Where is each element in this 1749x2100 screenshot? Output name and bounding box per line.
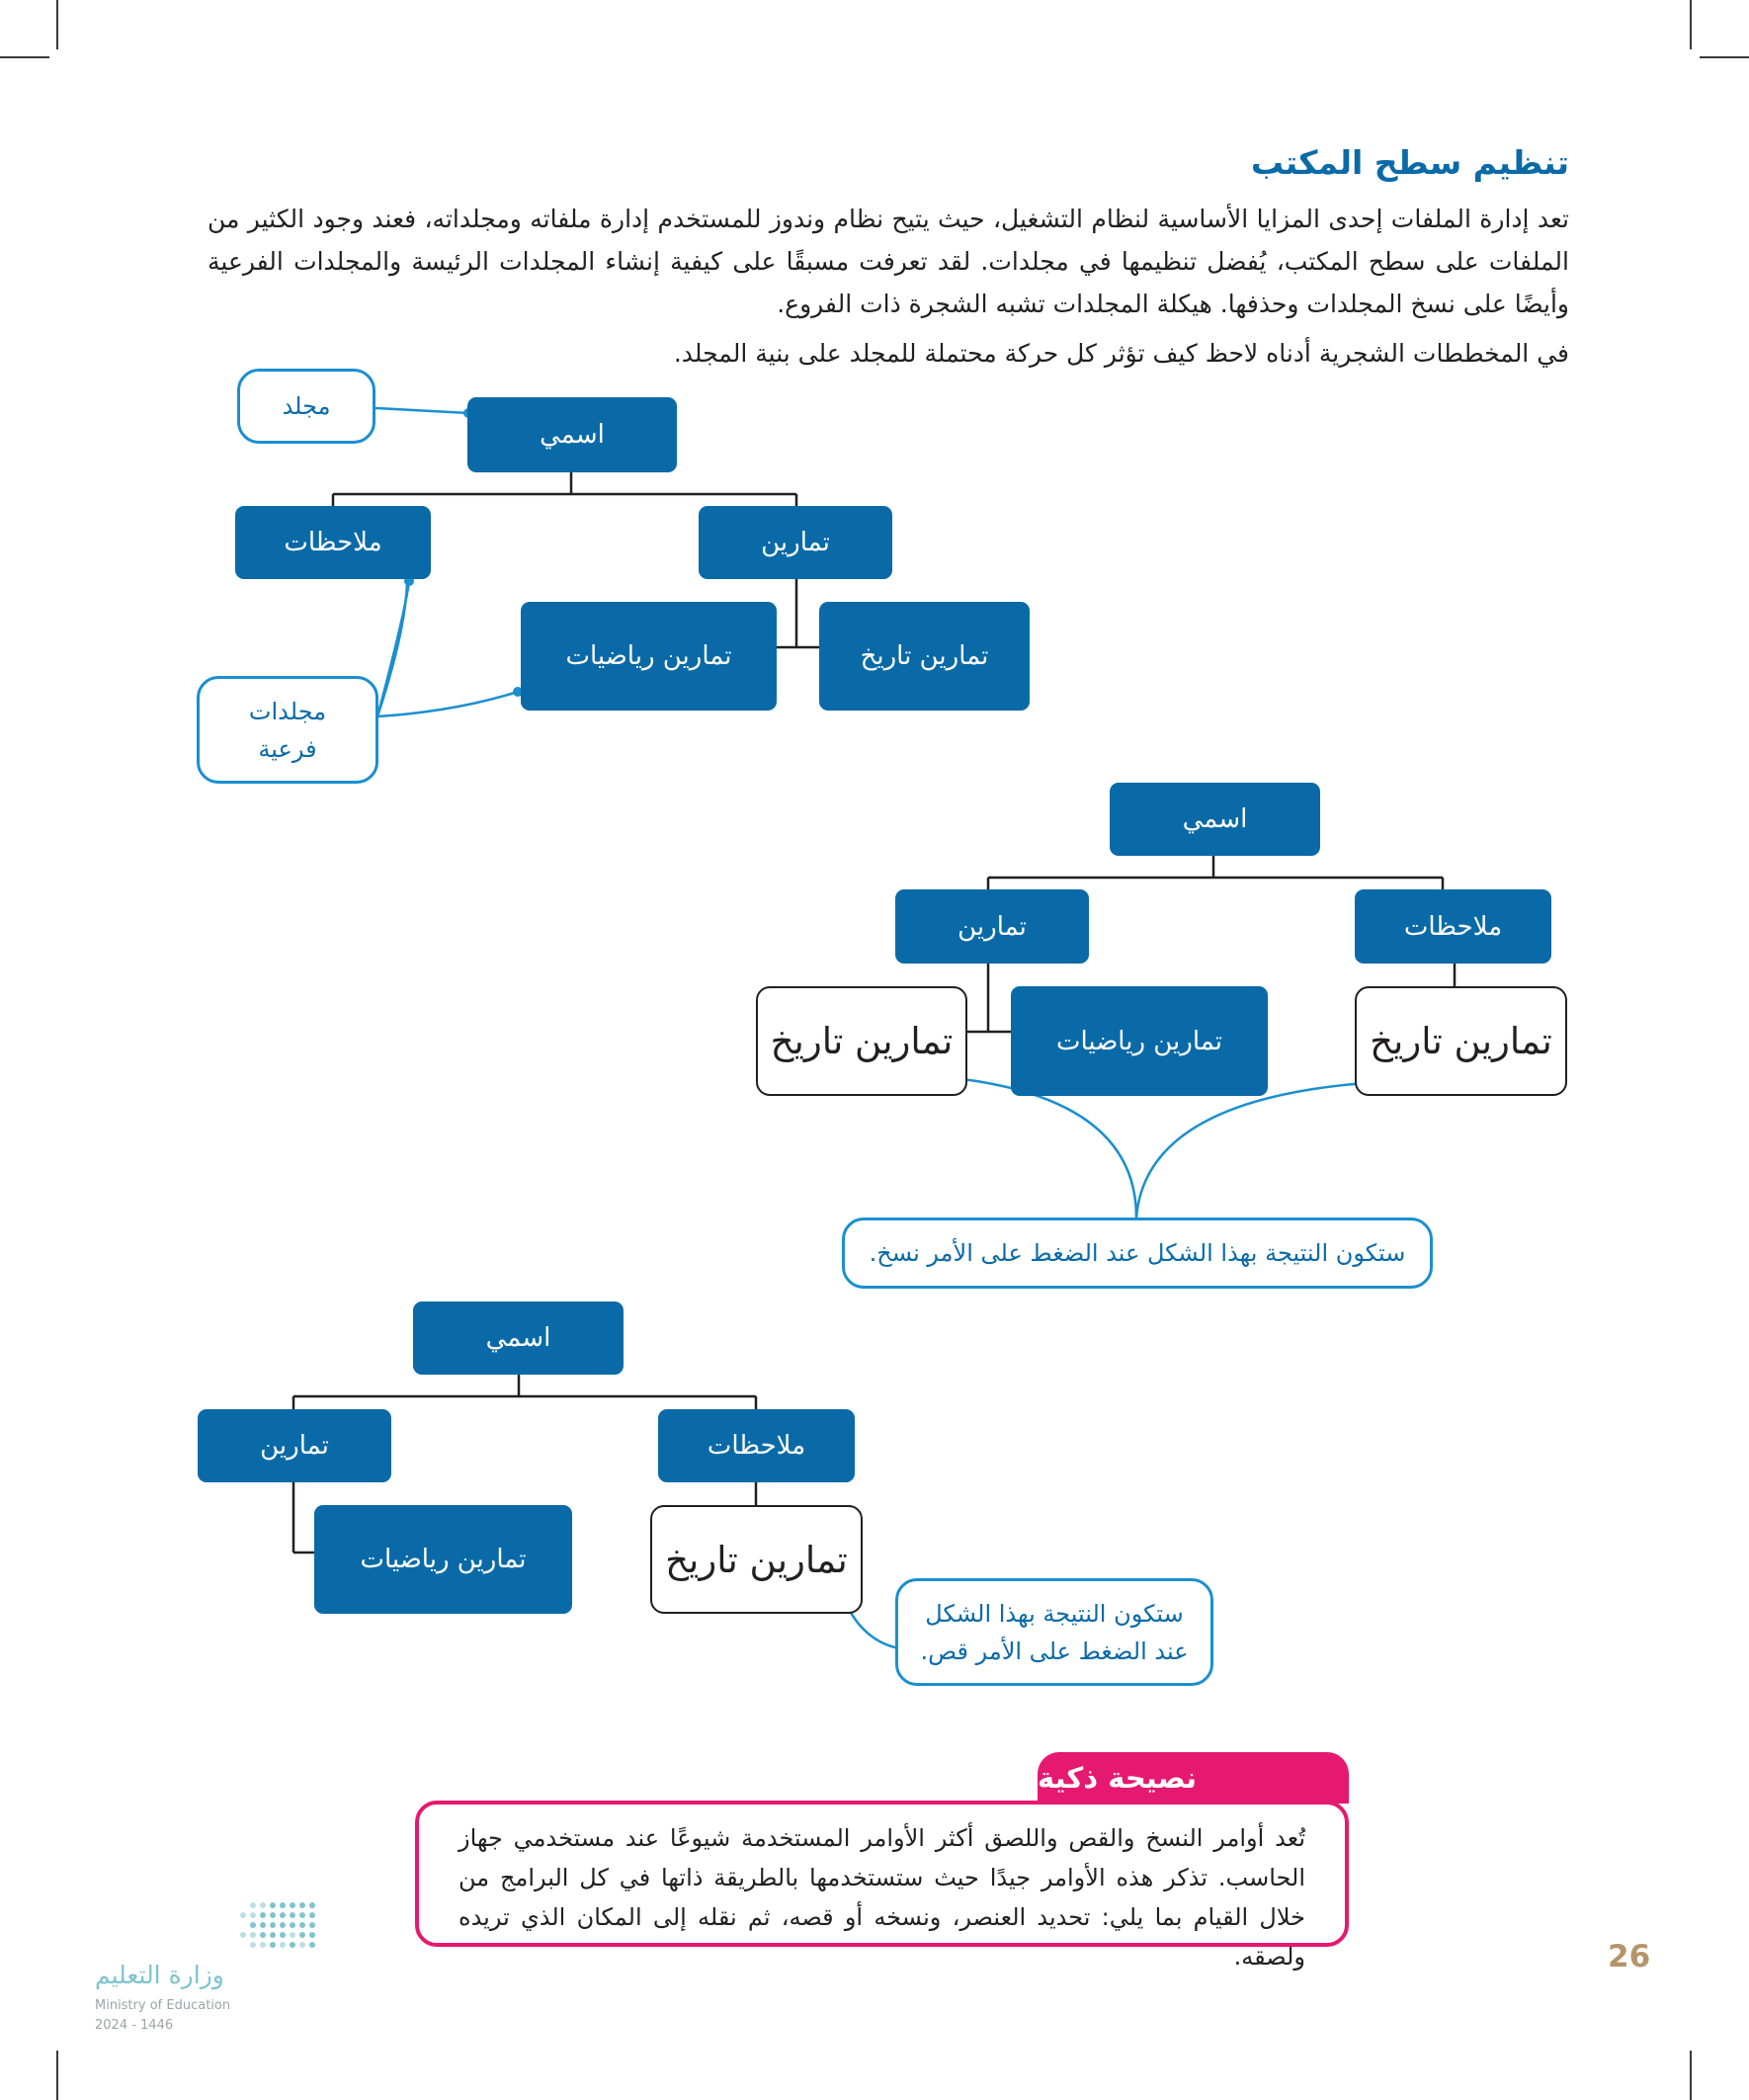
folder-math: تمارين رياضيات <box>1011 986 1268 1096</box>
ministry-name-ar: وزارة التعليم <box>95 1961 224 1989</box>
folder-root: اسمي <box>413 1302 624 1375</box>
folder-history-moved: تمارين تاريخ <box>650 1505 863 1614</box>
folder-root: اسمي <box>467 397 677 472</box>
tip-title: نصيحة ذكية <box>1038 1752 1349 1804</box>
page-title: تنظيم سطح المكتب <box>1250 143 1569 182</box>
ministry-logo <box>95 1895 253 2034</box>
folder-callout: مجلد <box>237 369 375 444</box>
folder-exercises: تمارين <box>198 1409 391 1482</box>
ministry-year: 2024 - 1446 <box>95 2018 174 2033</box>
ministry-name-en: Ministry of Education <box>95 1998 231 2013</box>
folder-history-copied: تمارين تاريخ <box>1355 986 1567 1096</box>
folder-notes: ملاحظات <box>235 506 431 579</box>
folder-notes: ملاحظات <box>658 1409 855 1482</box>
folder-history-copy: تمارين تاريخ <box>756 986 967 1096</box>
page-number: 26 <box>1608 1939 1651 1974</box>
folder-history: تمارين تاريخ <box>819 602 1030 711</box>
folder-notes: ملاحظات <box>1355 889 1551 964</box>
instruction-paragraph: في المخططات الشجرية أدناه لاحظ كيف تؤثر كل حركة محتملة للمجلد على بنية المجلد. <box>673 339 1569 368</box>
folder-exercises: تمارين <box>895 889 1089 964</box>
crop-mark <box>56 2051 58 2100</box>
folder-root: اسمي <box>1110 783 1320 856</box>
intro-paragraph: تعد إدارة الملفات إحدى المزايا الأساسية لنظام التشغيل، حيث يتيح نظام وندوز للمستخدم إدارة ملفاته ومجلداته، فعند وجود الكثير من الملفات على سطح المكتب، يُفضل تنظيمها في مجلدات. لقد تعرفت مسبقًا على كيفية إنشاء المجلدات الرئيسة والمجلدات الفرعية وأيضًا على نسخ المجلدات وحذفها. هيكلة المجلدات تشبه الشجرة ذات الفروع. <box>208 205 1569 318</box>
folder-math: تمارين رياضيات <box>314 1505 572 1614</box>
crop-mark <box>1690 2051 1692 2100</box>
tip-box: تُعد أوامر النسخ والقص واللصق أكثر الأوامر المستخدمة شيوعًا عند مستخدمي جهاز الحاسب. تذكر هذه الأوامر جيدًا حيث ستستخدمها بالطريقة ذاتها في كل البرامج من خلال القيام بما يلي: تحديد العنصر، ونسخه أو قصه، ثم نقله إلى المكان الذي تريده ولصقه. <box>415 1801 1349 1947</box>
folder-exercises: تمارين <box>699 506 892 579</box>
cut-callout: ستكون النتيجة بهذا الشكل عند الضغط على الأمر قص. <box>895 1578 1213 1686</box>
folder-math: تمارين رياضيات <box>521 602 777 711</box>
crop-mark <box>0 56 49 58</box>
crop-mark <box>56 0 58 49</box>
crop-mark <box>1700 56 1749 58</box>
copy-callout: ستكون النتيجة بهذا الشكل عند الضغط على الأمر نسخ. <box>842 1218 1433 1289</box>
crop-mark <box>1690 0 1692 49</box>
ministry-dots-icon <box>170 1899 318 1951</box>
subfolders-callout: مجلدات فرعية <box>197 676 378 784</box>
